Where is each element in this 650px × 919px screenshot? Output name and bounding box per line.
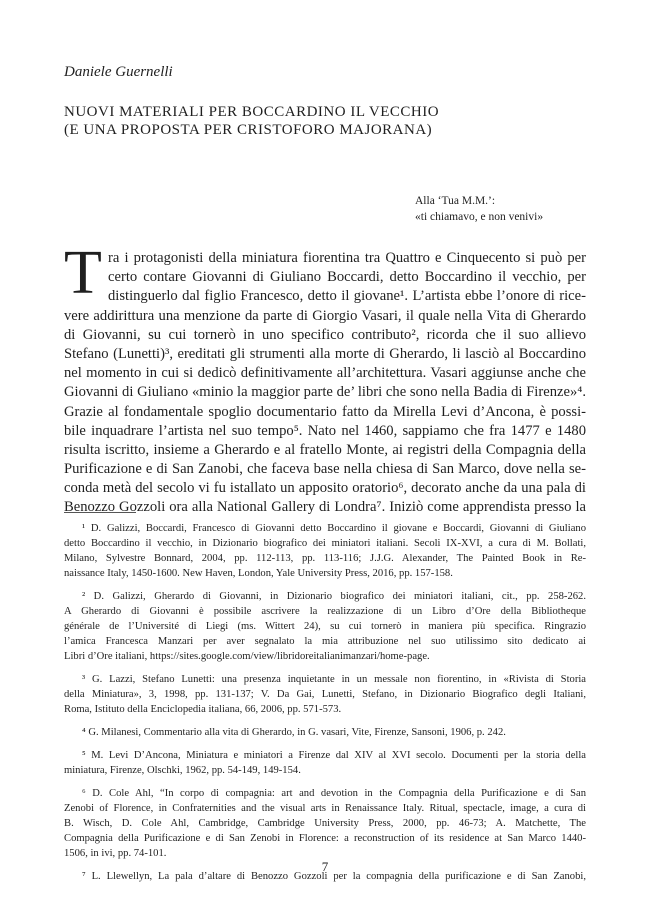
footnote-line: ⁵ M. Levi D’Ancona, Miniatura e miniatori a Firenze dal XIV al XVI secolo. Documenti per la storia della [82, 750, 586, 761]
footnote-line: A Gherardo di Giovanni è possibile ascrivere la realizzazione di un Libro d’Ore della Bibliotheque [64, 606, 586, 617]
footnote-line: detto Boccardino il vecchio, in Dizionario biografico dei miniatori italiani. Secoli IX-XVI, a cura di M. Bollati, [64, 538, 586, 549]
footnote-separator [64, 512, 136, 513]
body-line: certo contare Giovanni di Giuliano Boccardi, detto Boccardino il vecchio, per [108, 269, 586, 286]
footnote-line: B. Wisch, D. Cole Ahl, Cambridge, Cambridge University Press, 2000, pp. 46-73; A. Matchette, The [64, 818, 586, 829]
footnote-line: Roma, Istituto della Enciclopedia italiana, 66, 2006, pp. 571-573. [64, 704, 342, 715]
dedication-line: «ti chiamavo, e non venivi» [415, 211, 544, 223]
footnote-2 [64, 589, 586, 664]
footnote-4 [64, 725, 586, 740]
footnote-line: ⁴ G. Milanesi, Commentario alla vita di Gherardo, in G. vasari, Vite, Firenze, Sansoni, 1906, p. 242. [82, 727, 506, 738]
footnote-line: Zenobi of Florence, in Confraternities and the visual arts in Renaissance Italy. Ritual, spectacle, image, a cura di [64, 803, 586, 814]
footnote-line: ⁶ D. Cole Ahl, “In corpo di compagnia: art and devotion in the Compagnia della Purificazione e di San [82, 788, 586, 799]
footnote-6 [64, 786, 586, 861]
footnote-3 [64, 672, 586, 717]
footnote-line: della Miniatura», 3, 1998, pp. 131-137; V. Da Gai, Lunetti, Stefano, in Dizionario Biografico degli Italiani, [64, 689, 586, 700]
body-line: Stefano (Lunetti)³, ereditati gli strumenti alla morte di Gherardo, li lasciò al Boccardino [64, 345, 586, 362]
title-line: NUOVI MATERIALI PER BOCCARDINO IL VECCHIO [64, 104, 440, 120]
footnotes [64, 521, 586, 884]
body-line: nel momento in cui si dedicò definitivamente all’architettura. Vasari aggiunse anche che [64, 365, 586, 382]
body-line: Grazie al fondamentale spoglio documentario fatto da Mirella Levi d’Ancona, è possi- [64, 403, 586, 420]
body-text [64, 249, 586, 518]
footnote-line: Libri d’Ore italiani, https://sites.google.com/view/libridoreitalianimanzari/home-page. [64, 651, 430, 662]
footnote-5 [64, 748, 586, 778]
body-line: Purificazione e di San Zanobi, che faceva base nella chiesa di San Marco, dove nella se- [64, 461, 586, 478]
footnote-line: naissance Italy, 1450-1600. New Haven, London, Yale University Press, 2016, pp. 157-158. [64, 568, 453, 579]
body-line: Benozzo Gozzoli ora alla National Gallery di Londra⁷. Iniziò come apprendista presso la [64, 499, 586, 516]
body-line: di Giovanni, su cui tornerò in uno specifico contributo², ricorda che il suo allievo [64, 326, 586, 343]
dedication [415, 193, 543, 225]
footnote-line: Milano, Sylvestre Bonnard, 2004, pp. 112-113, pp. 113-116; J.J.G. Alexander, The Painted Book in Re- [64, 553, 586, 564]
footnote-line: miniatura, Firenze, Olschki, 1962, pp. 54-149, 149-154. [64, 765, 301, 776]
footnote-line: ¹ D. Galizzi, Boccardi, Francesco di Giovanni detto Boccardino il giovane e Boccardi, Giovanni di Giuliano [82, 523, 586, 534]
author-name: Daniele Guernelli [64, 64, 173, 80]
footnote-line: 1506, in ivi, pp. 74-101. [64, 848, 167, 859]
body-line: bile inquadrare l’artista nel suo tempo⁵. Nato nel 1460, sappiamo che fra 1477 e 1480 [64, 422, 586, 439]
dedication-line: Alla ‘Tua M.M.’: [415, 195, 496, 207]
footnote-line: ⁷ L. Llewellyn, La pala d’altare di Benozzo Gozzoli per la compagnia della purificazione e di San Zanobi, [82, 871, 586, 882]
body-line: risulta iscritto, insieme a Gherardo e al fratello Monte, ai registri della Compagnia della [64, 441, 586, 458]
article-title [64, 103, 439, 139]
drop-cap: T [64, 239, 102, 307]
footnote-line: ³ G. Lazzi, Stefano Lunetti: una presenza inquietante in un messale non fiorentino, in «Rivista di Storia [82, 674, 586, 685]
title-line: (E UNA PROPOSTA PER CRISTOFORO MAJORANA) [64, 122, 433, 138]
footnote-1 [64, 521, 586, 581]
body-line: ra i protagonisti della miniatura fiorentina tra Quattro e Cinquecento si può per [108, 250, 586, 266]
footnote-line: ² D. Galizzi, Gherardo di Giovanni, in Dizionario biografico dei miniatori italiani, cit., pp. 258-262. [82, 591, 586, 602]
footnote-line: Compagnia della Purificazione e di San Zenobi in Florence: a reconstruction of its residence at San Marco 1440- [64, 833, 586, 844]
page-number: 7 [321, 859, 329, 874]
body-line: distinguerlo dal figlio Francesco, detto il giovane¹. L’artista ebbe l’onore di rice- [108, 288, 586, 305]
footnote-line: générale de l’Université di Liegi (ms. Wittert 24), su cui tornerò in maniera più specifica. Ringrazio [64, 621, 586, 632]
body-line: vere addirittura una menzione da parte di Giorgio Vasari, il quale nella Vita di Gherardo [64, 307, 586, 324]
body-line: conda metà del secolo vi fu istallato un apposito oratorio⁶, decorato anche da una pala di [64, 480, 586, 497]
footnote-line: l’amica Francesca Manzari per aver segnalato la mia attribuzione nel suo utilissimo sito dedicato ai [64, 636, 586, 647]
body-line: Giovanni di Giuliano «minio la maggior parte de’ libri che sono nella Badia di Firenze»⁴. [64, 384, 586, 401]
